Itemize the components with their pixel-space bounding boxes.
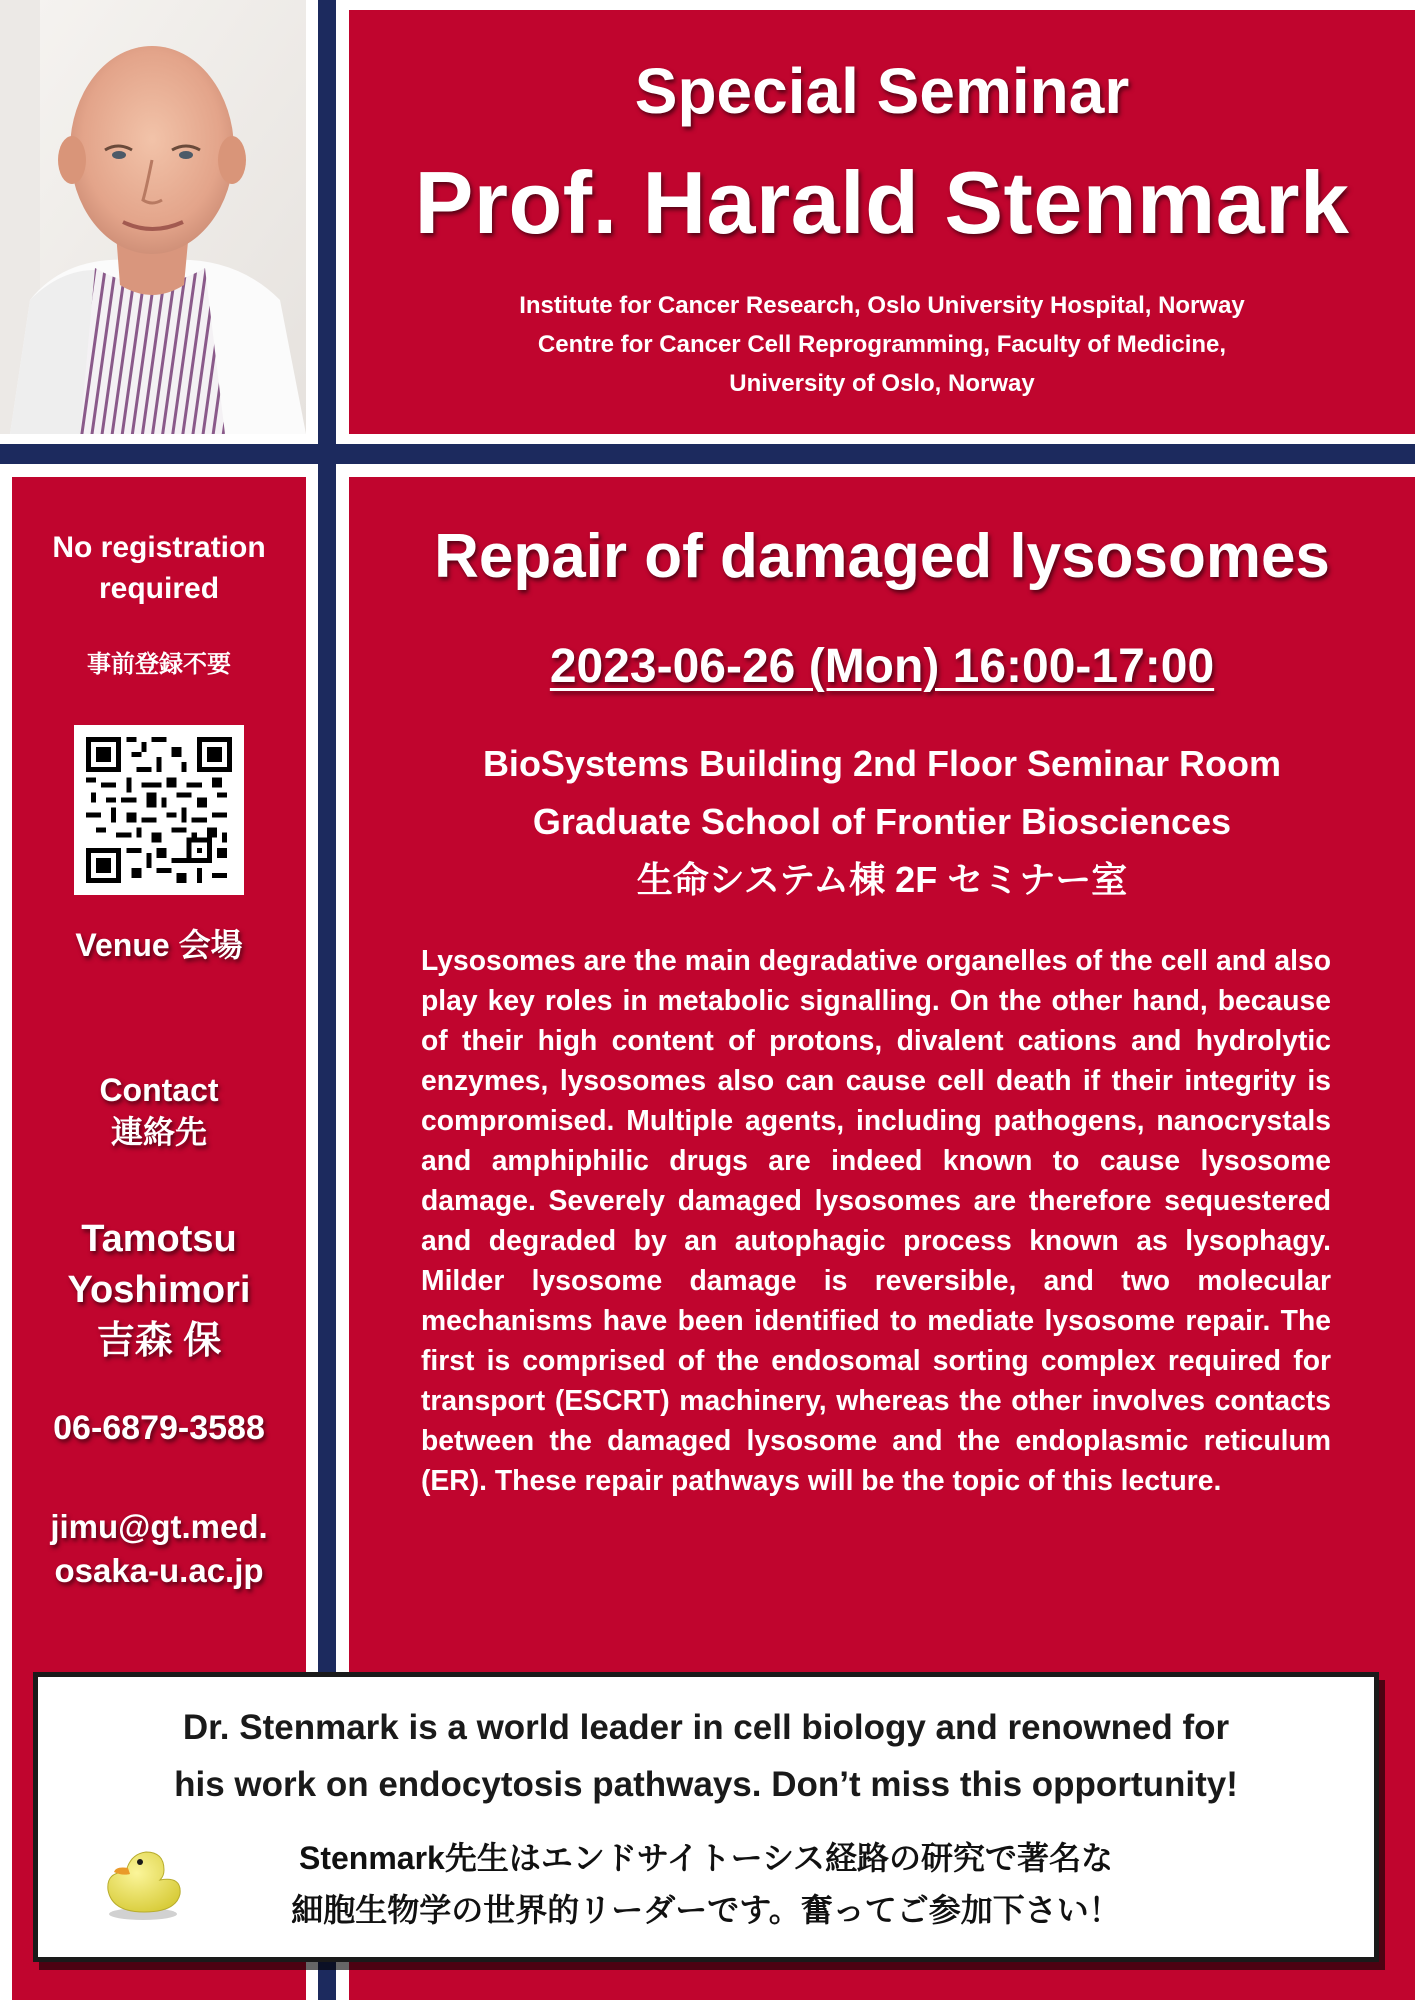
venue-qr-code[interactable] <box>74 725 244 895</box>
promo-text-en <box>38 1699 1374 1813</box>
registration-note: No registration required <box>52 531 266 605</box>
promo-line: his work on endocytosis pathways. Don’t miss this opportunity! <box>174 1765 1238 1804</box>
venue-line: BioSystems Building 2nd Floor Seminar Room <box>482 743 1282 784</box>
speaker-name: Prof. Harald Stenmark <box>414 153 1350 252</box>
header-panel <box>349 10 1415 434</box>
email-line: jimu@gt.med. <box>50 1508 268 1545</box>
contact-email[interactable] <box>12 1505 306 1593</box>
promo-line: Dr. Stenmark is a world leader in cell biology and renowned for <box>182 1708 1230 1747</box>
speaker-portrait-image <box>0 0 306 434</box>
contact-label <box>12 1069 306 1153</box>
contact-name-jp: 吉森 保 <box>96 1320 222 1362</box>
contact-label-en: Contact <box>99 1072 219 1108</box>
contact-phone: 06-6879-3588 <box>53 1409 265 1447</box>
talk-abstract: Lysosomes are the main degradative organelles of the cell and also play key roles in metabolic signalling. On the other hand, because of their high content of protons, divalent cations and hydrolytic enzymes, lysosomes also can cause cell death if their integrity is compromised. Multiple agents, including pathogens, nanocrystals and amphiphilic drugs are indeed known to cause lysosome damage. Severely damaged lysosomes are therefore sequestered and degraded by an autophagic process known as lysophagy. Milder lysosome damage is reversible, and two molecular mechanisms have been identified to mediate lysosome repair. The first is comprised of the endosomal sorting complex required for transport (ESCRT) machinery, whereas the other involves contacts between the damaged lysosome and the endoplasmic reticulum (ER). These repair pathways will be the topic of this lecture. <box>421 944 1331 1496</box>
promo-line: 細胞生物学の世界的リーダーです。奮ってご参加下さい！ <box>291 1892 1121 1928</box>
datetime-text: 2023-06-26 (Mon) 16:00-17:00 <box>549 640 1215 693</box>
venue-line: Graduate School of Frontier Biosciences <box>532 801 1232 842</box>
contact-name-line: Tamotsu <box>81 1218 237 1260</box>
promo-line: Stenmark先生はエンドサイトーシス経路の研究で著名な <box>298 1840 1113 1876</box>
rubber-duck-icon <box>98 1832 188 1922</box>
seminar-eyebrow: Special Seminar <box>634 55 1130 127</box>
registration-note-jp: 事前登録不要 <box>87 651 231 678</box>
speaker-affiliation <box>349 286 1415 403</box>
contact-person <box>12 1214 306 1367</box>
contact-name-line: Yoshimori <box>67 1269 251 1311</box>
venue-label: Venue 会場 <box>75 927 243 963</box>
talk-title: Repair of damaged lysosomes <box>434 522 1330 591</box>
promo-text-jp <box>38 1832 1374 1936</box>
affiliation-line: Institute for Cancer Research, Oslo University Hospital, Norway <box>519 292 1245 319</box>
promo-notice <box>33 1672 1379 1962</box>
email-line: osaka-u.ac.jp <box>54 1552 264 1589</box>
affiliation-line: Centre for Cancer Cell Reprogramming, Faculty of Medicine, <box>537 331 1227 358</box>
cross-horizontal-stripe <box>0 444 1415 464</box>
speaker-photo <box>0 0 306 434</box>
venue-line: 生命システム棟 2F セミナー室 <box>636 859 1128 900</box>
contact-label-jp: 連絡先 <box>110 1114 207 1150</box>
affiliation-line: University of Oslo, Norway <box>729 370 1035 397</box>
qr-code-icon <box>86 737 232 883</box>
talk-datetime <box>349 639 1415 694</box>
talk-venue <box>349 735 1415 909</box>
